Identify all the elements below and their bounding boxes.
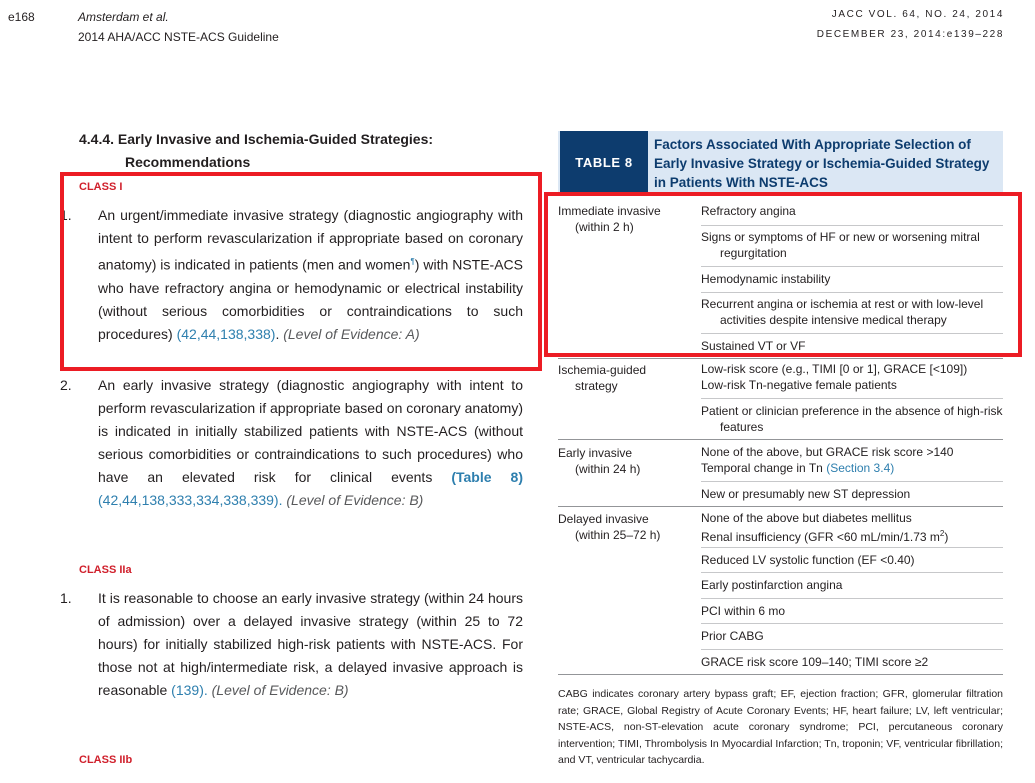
- group-divider: [558, 439, 1003, 440]
- rec-text-cont: ) with NSTE-ACS who have refractory angina or hemodynamic or electrical instability (without serious comorbidities or contraindications to such procedures): [98, 256, 524, 343]
- reference-link[interactable]: (42,44,138,333,334,338,339).: [98, 492, 283, 509]
- category-delayed-invasive: Delayed invasive (within 25–72 h): [558, 512, 661, 542]
- factor-row: New or presumably new ST depression: [701, 487, 911, 501]
- class-iia-recommendation-1: [60, 587, 523, 702]
- page-number: e168: [8, 10, 35, 24]
- rec-number: 1.: [60, 590, 72, 606]
- reference-link[interactable]: (42,44,138,338): [176, 326, 276, 343]
- section-title-line1: Early Invasive and Ischemia-Guided Strategies:: [117, 131, 434, 147]
- factor-row: Early postinfarction angina: [701, 578, 843, 592]
- rec-number: 1.: [60, 207, 72, 223]
- running-head-guideline: 2014 AHA/ACC NSTE-ACS Guideline: [78, 30, 279, 44]
- row-divider: [701, 481, 1003, 482]
- level-of-evidence: (Level of Evidence: B): [286, 492, 424, 509]
- factor-row: Reduced LV systolic function (EF <0.40): [701, 553, 915, 567]
- factor-row: GRACE risk score 109–140; TIMI score ≥2: [701, 655, 929, 669]
- category-immediate-invasive: Immediate invasive (within 2 h): [558, 204, 661, 234]
- rec-text: An early invasive strategy (diagnostic angiography with intent to perform revascularization if appropriate based on coronary anatomy) is indicated in initially stabilized patients with NSTE-ACS (without serious comorbidities or contraindications to such procedures) who have an elevated risk for clinical events: [98, 377, 523, 486]
- group-divider: [558, 506, 1003, 507]
- reference-link[interactable]: (139).: [171, 682, 208, 699]
- factor-row: Signs or symptoms of HF or new or worsening mitral regurgitation: [701, 230, 980, 260]
- table-bottom-rule: [558, 674, 1003, 675]
- section-heading: [79, 128, 433, 174]
- group-divider: [558, 358, 1003, 359]
- factor-row: PCI within 6 mo: [701, 604, 786, 618]
- highlight-box-immediate-invasive: [544, 192, 1022, 357]
- rec-text: An urgent/immediate invasive strategy (diagnostic angiography with intent to perform revascularization if appropriate based on coronary anatomy) is indicated in patients (men and women: [98, 207, 523, 273]
- factor-row: Patient or clinician preference in the absence of high-risk features: [701, 404, 1003, 434]
- factor-row: Refractory angina: [701, 204, 796, 218]
- row-divider: [701, 598, 1003, 599]
- row-divider: [701, 547, 1003, 548]
- category-early-invasive: Early invasive (within 24 h): [558, 446, 641, 476]
- section-number: 4.4.4.: [79, 131, 115, 147]
- class-iia-label: CLASS IIa: [79, 564, 132, 576]
- row-divider: [701, 572, 1003, 573]
- factor-row: None of the above, but GRACE risk score >140 Temporal change in Tn (Section 3.4): [701, 445, 954, 475]
- factor-row: Low-risk score (e.g., TIMI [0 or 1], GRACE [<109]) Low-risk Tn-negative female patients: [701, 362, 968, 392]
- running-head-author: Amsterdam et al.: [78, 10, 169, 24]
- row-divider: [701, 398, 1003, 399]
- class-i-recommendation-1: 1. An urgent/immediate invasive strategy (diagnostic angiography with intent to perform revascularization if appropriate based on coronary anatomy) is indicated in patients (men and women¶) with NSTE-ACS who have refractory angina or hemodynamic or electrical instability (without serious comorbidities or contraindications to such procedures) (42,44,138,338). (Level of Evidence: A): [79, 204, 523, 346]
- section-link[interactable]: (Section 3.4): [826, 461, 895, 475]
- class-i-recommendation-2: [60, 374, 523, 513]
- level-of-evidence: (Level of Evidence: A): [283, 326, 420, 343]
- table-title: Factors Associated With Appropriate Selection of Early Invasive Strategy or Ischemia-Guided Strategy in Patients With NSTE-ACS: [654, 137, 990, 190]
- journal-date-pages: DECEMBER 23, 2014:e139–228: [816, 29, 1004, 40]
- factor-row: Recurrent angina or ischemia at rest or with low-level activities despite intensive medical therapy: [701, 297, 984, 327]
- level-of-evidence: (Level of Evidence: B): [211, 682, 349, 699]
- table-tag: TABLE 8: [560, 131, 648, 194]
- table-header: [558, 131, 1003, 194]
- journal-citation: JACC VOL. 64, NO. 24, 2014: [831, 9, 1004, 20]
- row-divider: [701, 623, 1003, 624]
- footnote-marker[interactable]: ¶: [410, 257, 415, 267]
- factor-row: None of the above but diabetes mellitus Renal insufficiency (GFR <60 mL/min/1.73 $m^2$): [701, 511, 949, 544]
- factor-row: Prior CABG: [701, 629, 764, 643]
- rec-number: 2.: [60, 377, 72, 393]
- row-divider: [701, 649, 1003, 650]
- class-iib-label: CLASS IIb: [79, 754, 133, 766]
- highlight-box-class-i: [60, 172, 542, 371]
- factor-row: Sustained VT or VF: [701, 339, 806, 353]
- class-i-label: CLASS I: [79, 181, 123, 193]
- category-ischemia-guided: Ischemia-guided strategy: [558, 363, 647, 393]
- rec-text: It is reasonable to choose an early invasive strategy (within 24 hours of admission) over a delayed invasive strategy (within 25 to 72 hours) for initially stabilized high-risk patients with NSTE-ACS. For those not at high/intermediate risk, a delayed invasive approach is reasonable: [98, 590, 523, 699]
- table-reference-link[interactable]: (Table 8): [451, 469, 523, 486]
- factor-row: Hemodynamic instability: [701, 272, 831, 286]
- section-title-line2: Recommendations: [125, 154, 251, 170]
- table-footnote: CABG indicates coronary artery bypass graft; EF, ejection fraction; GFR, glomerular filtration rate; GRACE, Global Registry of Acute Coronary Events; HF, heart failure; LV, left ventricular; NSTE-ACS, non-ST-elevation acute coronary syndrome; PCI, percutaneous coronary intervention; TIMI, Thrombolysis In Myocardial Infarction; Tn, troponin; VF, ventricular fibrillation; and VT, ventricular tachycardia.: [558, 688, 1003, 766]
